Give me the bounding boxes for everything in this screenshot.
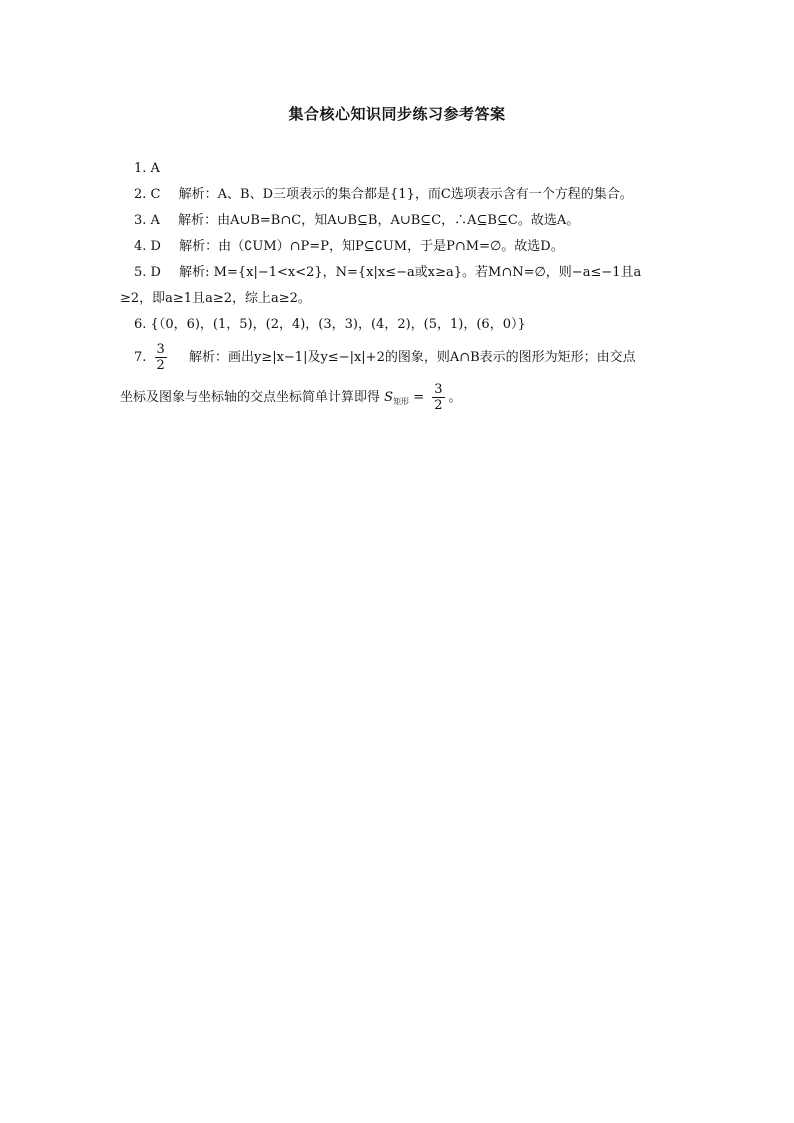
result-denominator: 2 xyxy=(434,398,443,413)
area-symbol: S xyxy=(384,390,394,405)
answer-explanation-continued: ≥2，即a≥1且a≥2，综上a≥2。 xyxy=(120,291,311,306)
page-title: 集合核心知识同步练习参考答案 xyxy=(288,105,506,123)
answer-choice: D xyxy=(150,265,161,280)
equals-sign: = xyxy=(413,390,425,405)
area-subscript: 矩形 xyxy=(393,397,410,406)
answer-explanation: 解析：由（∁UM）∩P=P，知P⊆∁UM，于是P∩M=∅。故选D。 xyxy=(179,239,564,254)
answer-explanation: 解析：A、B、D三项表示的集合都是{1}，而C选项表示含有一个方程的集合。 xyxy=(178,187,633,202)
answer-choice: D xyxy=(150,239,161,254)
answer-number: 1. xyxy=(134,161,147,176)
answer-explanation: 解析: M={x|−1<x<2}，N={x|x≤−a或x≥a}。若M∩N=∅，则−a≤−1且a xyxy=(179,265,642,280)
answer-number: 4. xyxy=(134,239,147,254)
answer-3 xyxy=(120,208,680,234)
answer-number: 3. xyxy=(134,213,147,228)
answer-5-continued xyxy=(120,286,680,312)
fraction-numerator: 3 xyxy=(156,342,165,357)
answer-fraction xyxy=(155,342,167,373)
answer-choice: C xyxy=(150,187,161,202)
answer-number: 2. xyxy=(134,187,147,202)
answer-list xyxy=(120,156,680,418)
result-fraction xyxy=(432,382,444,413)
fraction-denominator: 2 xyxy=(156,358,165,373)
answer-set: {（0，6)，(1，5)，(2，4)，(3，3)，(4，2)，(5，1)，(6，0）} xyxy=(150,317,526,332)
answer-7-continued xyxy=(120,378,680,418)
answer-5 xyxy=(120,260,680,286)
answer-explanation-continued: 坐标及图象与坐标轴的交点坐标简单计算即得 xyxy=(120,390,381,405)
answer-explanation: 解析：画出y≥|x−1|及y≤−|x|+2的图象，则A∩B表示的图形为矩形；由交点 xyxy=(188,350,636,365)
result-numerator: 3 xyxy=(434,382,443,397)
period: 。 xyxy=(448,390,462,405)
answer-number: 5. xyxy=(134,265,147,280)
answer-6 xyxy=(120,312,680,338)
answer-choice: A xyxy=(150,213,160,228)
answer-explanation: 解析：由A∪B=B∩C，知A∪B⊆B，A∪B⊆C，∴A⊆B⊆C。故选A。 xyxy=(178,213,580,228)
answer-number: 7. xyxy=(134,350,147,365)
answer-2 xyxy=(120,182,680,208)
answer-choice: A xyxy=(150,161,160,176)
answer-7 xyxy=(120,338,680,378)
answer-number: 6. xyxy=(134,317,147,332)
answer-1 xyxy=(120,156,680,182)
answer-4 xyxy=(120,234,680,260)
